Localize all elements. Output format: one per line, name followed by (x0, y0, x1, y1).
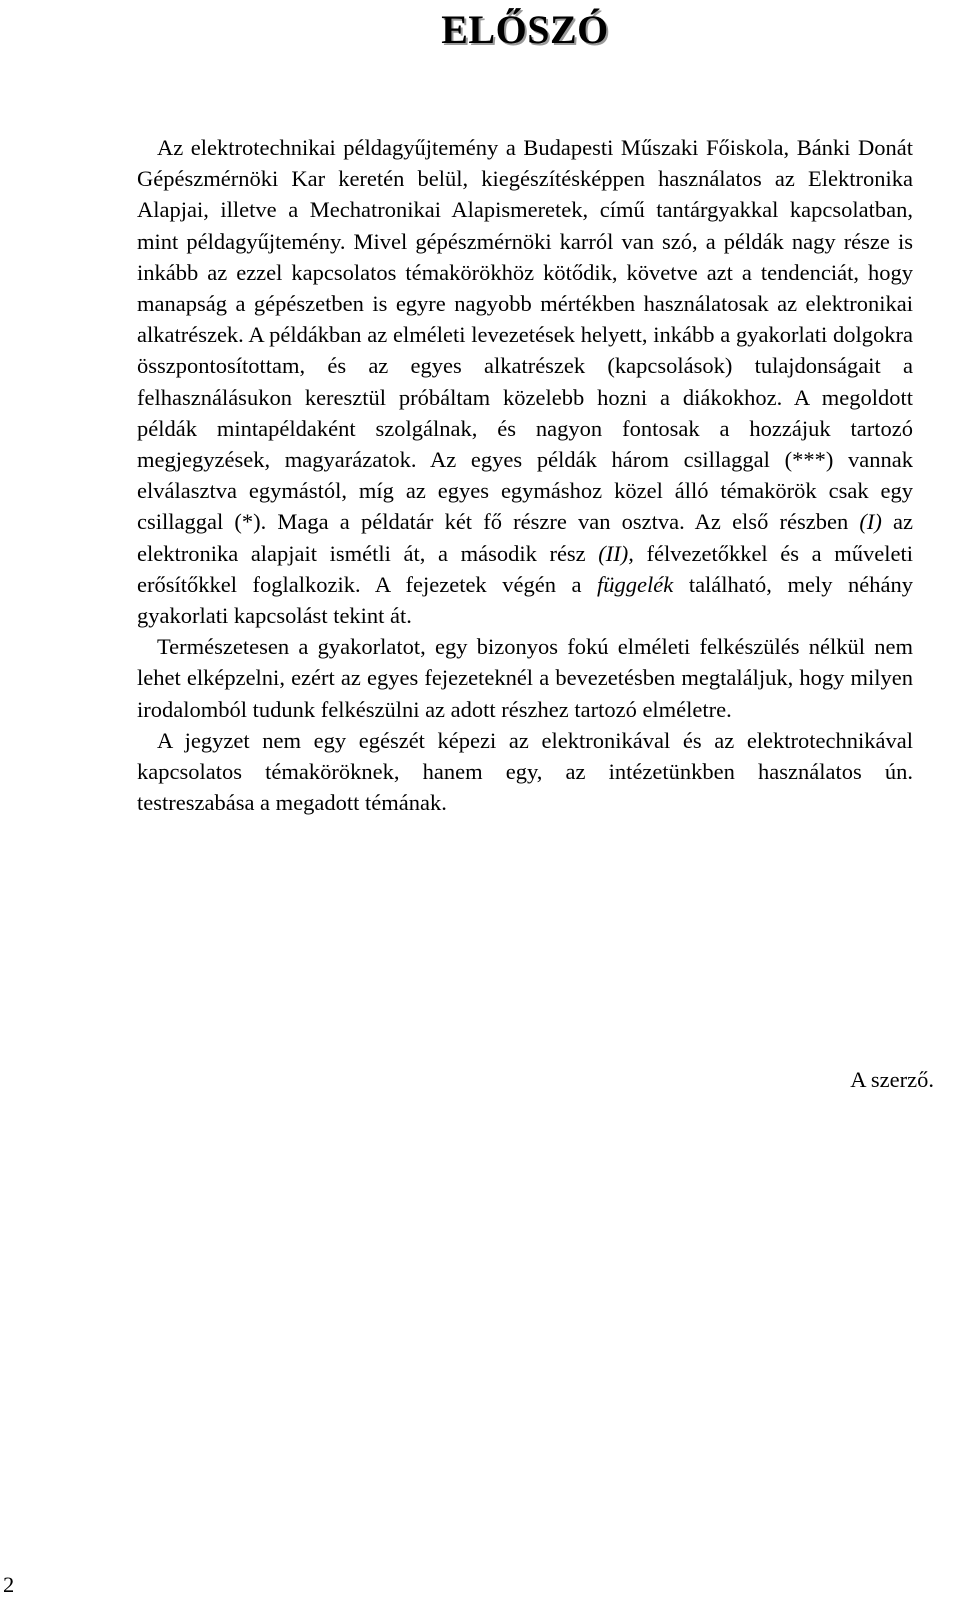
text-run: Az elektrotechnikai példagyűjtemény a Budapesti Műszaki Főiskola, Bánki Donát Gépészmérnöki Kar keretén belül, kiegészítésképpen használatos az Elektronika Alapjai, illetve a Mechatronikai Alapismeretek, című tantárgyakkal kapcsolatban, mint példagyűjtemény. Mivel gépészmérnöki karról van szó, a példák nagy része is inkább az ezzel kapcsolatos témakörökhöz kötődik, követve azt a tendenciát, hogy manapság a gépészetben is egyre nagyobb mértékben használatosak az elektronikai alkatrészek. A példákban az elméleti levezetések helyett, inkább a gyakorlati dolgokra összpontosítottam, és az egyes alkatrészek (kapcsolások) tulajdonságait a felhasználásukon keresztül próbáltam közelebb hozni a diákokhoz. A megoldott példák mintapéldaként szolgálnak, és nagyon fontosak a hozzájuk tartozó megjegyzések, magyarázatok. Az egyes példák három csillaggal (***) vannak elválasztva egymástól, míg az egyes egymáshoz közel álló témakörök csak egy csillaggal (*). Maga a példatár két fő részre van osztva. Az első részben (137, 135, 913, 535)
paragraph-3 (137, 725, 913, 819)
text-run: az elektronika alapjait ismétli át, a második rész (137, 509, 913, 566)
page-title: ELŐSZÓ (441, 7, 609, 52)
text-run-italic: (I) (859, 509, 882, 535)
author-signature: A szerző. (850, 1067, 934, 1092)
text-run: található, mely néhány gyakorlati kapcsolást tekint át. (137, 571, 913, 629)
paragraph-1 (137, 132, 913, 631)
paragraph-2 (137, 631, 913, 725)
preface-body (137, 132, 913, 818)
text-run: A jegyzet nem egy egészét képezi az elektronikával és az elektrotechnikával kapcsolatos témaköröknek, hanem egy, az intézetünkben használatos ún. testreszabása a megadott témának. (137, 727, 913, 816)
text-run: Természetesen a gyakorlatot, egy bizonyos fokú elméleti felkészülés nélkül nem lehet elképzelni, ezért az egyes fejezeteknél a bevezetésben megtaláljuk, hogy milyen irodalomból tudunk felkészülni az adott részhez tartozó elméletre. (137, 634, 913, 722)
page-number: 2 (3, 1572, 15, 1597)
text-run: félvezetőkkel és a műveleti erősítőkkel foglalkozik. A fejezetek végén a (137, 540, 913, 597)
text-run-italic: (II), (598, 540, 634, 566)
text-run-italic: függelék (597, 571, 674, 597)
